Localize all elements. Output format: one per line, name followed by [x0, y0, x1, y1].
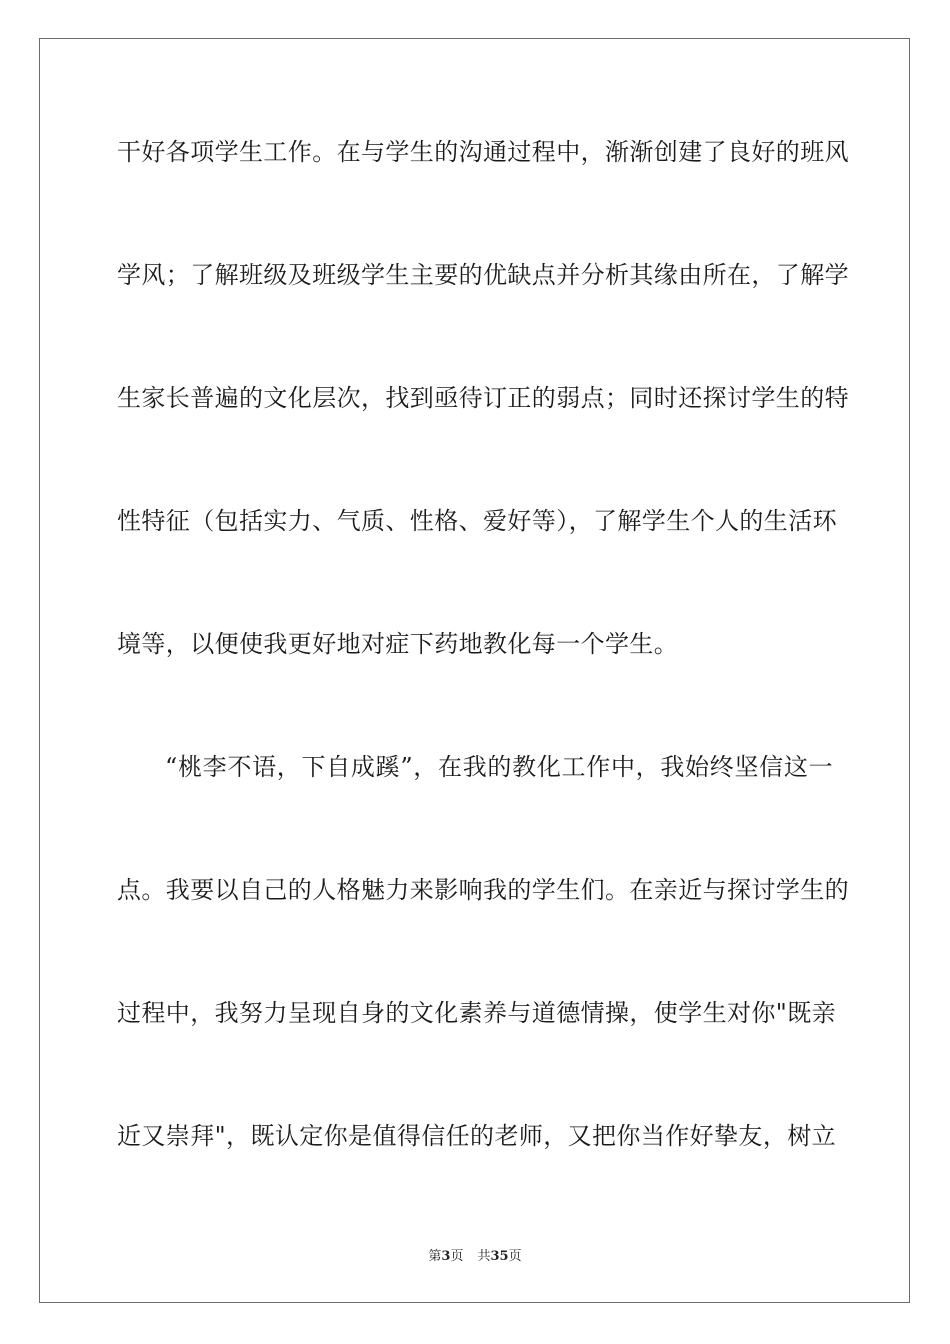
text-line: 性特征（包括实力、气质、性格、爱好等），了解学生个人的生活环 [117, 507, 837, 535]
text-line: 近又崇拜"，既认定你是值得信任的老师，又把你当作好挚友，树立 [117, 1122, 837, 1150]
text-line: 点。我要以自己的人格魅力来影响我的学生们。在亲近与探讨学生的 [117, 876, 849, 904]
page-number: 3 [441, 1249, 451, 1264]
total-pages: 35 [490, 1249, 509, 1264]
text-line: 过程中，我努力呈现自身的文化素养与道德情操，使学生对你"既亲 [117, 999, 837, 1027]
total-prefix: 共 [477, 1249, 491, 1264]
page-footer [0, 1245, 950, 1264]
text-line: 境等，以便使我更好地对症下药地教化每一个学生。 [117, 630, 679, 658]
paragraph-first-line: “桃李不语，下自成蹊”，在我的教化工作中，我始终坚信这一 [165, 753, 833, 781]
page-suffix: 页 [450, 1249, 464, 1264]
text-line: 生家长普遍的文化层次，找到亟待订正的弱点；同时还探讨学生的特 [117, 384, 849, 412]
total-suffix: 页 [508, 1249, 522, 1264]
document-body [117, 128, 849, 1235]
text-line: 干好各项学生工作。在与学生的沟通过程中，渐渐创建了良好的班风 [117, 138, 849, 166]
text-line: 学风；了解班级及班级学生主要的优缺点并分析其缘由所在，了解学 [117, 261, 849, 289]
page-prefix: 第 [428, 1249, 442, 1264]
